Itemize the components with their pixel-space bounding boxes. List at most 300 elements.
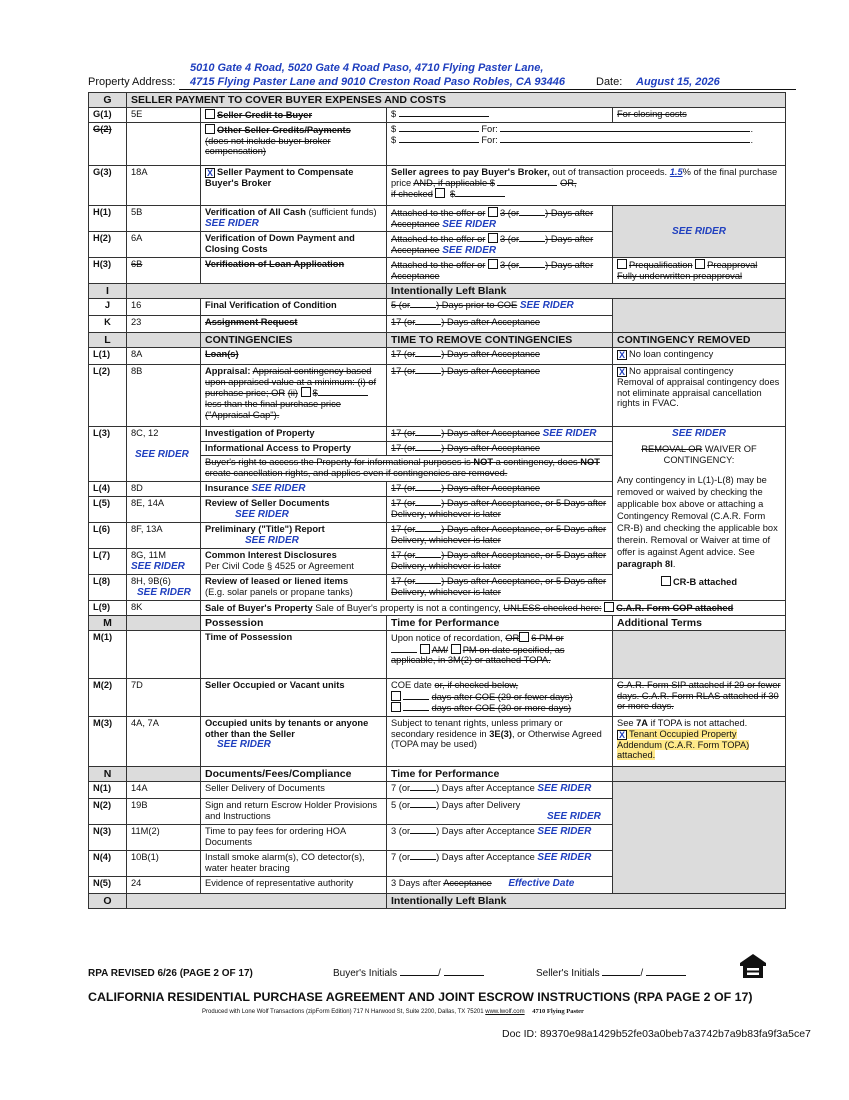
table-row [89, 298, 786, 315]
row-c4: ) Days after Acceptance, or 5 Days after Delivery, whichever is later [391, 549, 607, 571]
row-label: Assignment Request [201, 315, 387, 332]
days-field[interactable] [415, 324, 441, 325]
g3-text: Seller agrees to pay Buyer's Broker, [391, 167, 550, 178]
section-code: O [89, 894, 127, 909]
row-c4: 17 (or [391, 497, 416, 508]
row-para: 8G, 11M [131, 549, 166, 560]
dollar-sign: $ [391, 124, 397, 135]
address-underline [179, 89, 677, 90]
row-label: Investigation of Property [201, 426, 387, 441]
date-underline [624, 89, 796, 90]
access-note: NOT [580, 456, 600, 467]
row-sub: (does not include buyer broker compensation) [205, 135, 331, 157]
row-sub: (ii) [287, 388, 299, 399]
days-field[interactable] [415, 490, 441, 491]
see-rider: SEE RIDER [137, 586, 191, 598]
row-id: N(5) [89, 877, 127, 894]
buyer-initials: Buyer's Initials / [333, 968, 484, 979]
g3-text: out of transaction proceeds. [552, 167, 668, 178]
see-rider: SEE RIDER [542, 427, 597, 439]
checkbox-checked[interactable]: X [206, 168, 213, 179]
section-code: M [89, 615, 127, 630]
produced-text: Produced with Lone Wolf Transactions (zipForm Edition) 717 N Harwood St, Suite 2200, Dallas, TX 75201 [202, 1009, 484, 1015]
see-rider: SEE RIDER [245, 534, 299, 546]
row-sub: less than the final purchase price ("Appraisal Gap"). [205, 399, 341, 420]
section-title: Possession [201, 615, 387, 630]
days-field[interactable] [410, 859, 436, 860]
dollar-sign: $ [391, 134, 397, 145]
section-title: Time for Performance [387, 615, 613, 630]
row-para: 6B [127, 258, 201, 283]
row-label: Occupied units by tenants or anyone other than the Seller [205, 718, 369, 739]
row-c4: Attached to the offer or [391, 208, 486, 219]
table-row [89, 426, 786, 441]
days-field[interactable] [410, 833, 436, 834]
see-rider: SEE RIDER [251, 482, 306, 494]
initials-field[interactable] [444, 975, 484, 976]
row-id: L(3) [89, 426, 127, 481]
row-c5: Prequalification [629, 260, 693, 271]
row-c4: 3 (or [391, 826, 411, 837]
see-rider: SEE RIDER [131, 560, 185, 572]
seller-initials-label: Seller's Initials [536, 968, 600, 979]
table-row [89, 679, 786, 717]
table-row [89, 258, 786, 283]
checkbox[interactable] [420, 644, 430, 654]
days-field[interactable] [519, 241, 545, 242]
seller-initials: Seller's Initials / [536, 968, 686, 979]
days-field[interactable] [415, 356, 441, 357]
row-label: Final Verification of Condition [201, 298, 387, 315]
row-c5: Fully underwritten preapproval [617, 271, 743, 282]
row-para: 19B [127, 799, 201, 825]
days-field[interactable] [519, 267, 545, 268]
row-c4: Subject to tenant rights, unless primary or secondary residence in [391, 718, 563, 739]
section-n-header [89, 767, 786, 782]
dollar-sign: $ [391, 109, 397, 120]
row-c4: Attached to the offer or [391, 234, 486, 245]
row-c4: 17 (or [391, 482, 416, 493]
row-c4: 3 (or [500, 260, 520, 271]
checkbox-checked[interactable]: X [618, 349, 625, 360]
row-c5: Preapproval [707, 260, 758, 271]
days-field[interactable] [415, 435, 441, 436]
row-c5: For closing costs [613, 108, 786, 123]
row-text: Sale of Buyer's property is not a contingency, [315, 602, 501, 613]
row-id: G(3) [89, 166, 127, 206]
section-title: TIME TO REMOVE CONTINGENCIES [387, 332, 613, 347]
days-field[interactable] [415, 373, 441, 374]
row-c4: ) Days after Acceptance [441, 316, 540, 327]
row-c4: Upon notice of recordation, [391, 633, 503, 643]
crb-attached: CR-B attached [672, 577, 738, 588]
produced-line [202, 1008, 584, 1015]
checkbox[interactable] [205, 124, 215, 134]
checkbox[interactable] [391, 691, 401, 701]
row-id: L(7) [89, 548, 127, 574]
time-field[interactable] [391, 652, 417, 653]
row-id: H(2) [89, 232, 127, 258]
row-label: Common Interest Disclosures [205, 549, 337, 560]
see-rider: SEE RIDER [672, 427, 726, 439]
checkbox-checked[interactable]: X [618, 366, 625, 377]
checkbox[interactable] [435, 188, 445, 198]
row-sub: $ [312, 388, 318, 399]
days-field[interactable] [415, 583, 441, 584]
section-o-header [89, 894, 786, 909]
row-c4: 3 (or [500, 234, 520, 245]
row-id: L(1) [89, 347, 127, 364]
row-para: 8F, 13A [127, 522, 201, 548]
checkbox[interactable] [488, 207, 498, 217]
section-l-header [89, 332, 786, 347]
terms-table [88, 92, 786, 909]
see-rider: SEE RIDER [537, 826, 592, 838]
row-c4: 6 PM or [531, 633, 564, 643]
row-c4: 3 Days after [391, 878, 442, 889]
address-line-1: 5010 Gate 4 Road, 5020 Gate 4 Road Paso, 4710 Flying Paster Lane, [190, 62, 544, 74]
row-id: N(3) [89, 825, 127, 851]
row-para: 10B(1) [127, 851, 201, 877]
row-c4: days after COE (29 or fewer days) [431, 691, 573, 702]
row-c4: ) Days after Acceptance, or 5 Days after Delivery, whichever is later [391, 497, 607, 519]
section-g-header [89, 93, 786, 108]
row-label: Time to pay fees for ordering HOA Documents [201, 825, 387, 851]
section-title: Intentionally Left Blank [387, 894, 786, 909]
for-field[interactable] [500, 131, 750, 132]
section-title: CONTINGENCY REMOVED [613, 332, 786, 347]
row-sub: Appraisal contingency based upon appraised value at a minimum: (i) of purchase price; OR [205, 365, 377, 399]
table-row [89, 166, 786, 206]
row-label: Review of Seller Documents [205, 497, 330, 508]
amount-field[interactable] [399, 142, 479, 143]
row-label: Install smoke alarm(s), CO detector(s), water heater bracing [201, 851, 387, 877]
row-id: G(2) [89, 123, 127, 166]
days-field[interactable] [410, 807, 436, 808]
row-c4: ) Days after Acceptance [436, 852, 535, 863]
days-field[interactable] [415, 450, 441, 451]
row-para: 8E, 14A [127, 496, 201, 522]
row-sub: Per Civil Code § 4525 or Agreement [205, 560, 354, 571]
row-label: Seller Credit to Buyer [217, 110, 313, 121]
row-label: Time of Possession [201, 631, 387, 679]
row-label: Insurance [205, 482, 249, 493]
section-m-header [89, 615, 786, 630]
row-label: Sale of Buyer's Property [205, 602, 313, 613]
row-label: Verification of Loan Application [201, 258, 387, 283]
checkbox[interactable] [205, 109, 215, 119]
row-c4: ) Days after Acceptance [391, 260, 594, 282]
table-row [89, 717, 786, 767]
row-label: Seller Payment to Compensate Buyer's Broker [205, 167, 354, 189]
row-id: L(4) [89, 481, 127, 496]
days-field[interactable] [519, 215, 545, 216]
row-c5: No loan contingency [629, 348, 714, 359]
section-code: L [89, 332, 127, 347]
section-title: Intentionally Left Blank [387, 283, 786, 298]
row-c4: Acceptance [443, 878, 492, 889]
table-row [89, 108, 786, 123]
row-para: 24 [127, 877, 201, 894]
table-row [89, 347, 786, 364]
see-rider: SEE RIDER [519, 299, 574, 311]
row-c4: ) Days after Acceptance, or 5 Days after Delivery, whichever is later [391, 523, 607, 545]
row-c5: if TOPA is not attached. [650, 718, 748, 728]
row-label: Appraisal: [205, 365, 251, 376]
initials-field[interactable] [400, 975, 438, 976]
row-text: C.A.R. Form COP attached [616, 602, 734, 613]
row-c4: 17 (or [391, 575, 416, 586]
row-id: G(1) [89, 108, 127, 123]
row-para: 8H, 9B(6) [131, 575, 171, 586]
section-code: N [89, 767, 127, 782]
access-note: create cancellation rights, and applies even if contingencies are removed. [205, 467, 508, 478]
row-id: L(9) [89, 600, 127, 615]
see-rider: SEE RIDER [135, 449, 189, 461]
row-c4: 3E(3) [489, 728, 512, 739]
date-value: August 15, 2026 [636, 76, 720, 88]
checkbox[interactable] [301, 387, 311, 397]
row-id: L(6) [89, 522, 127, 548]
row-para: 8C, 12 [131, 427, 159, 438]
row-c4: 17 (or [391, 316, 416, 327]
row-c4: 17 (or [391, 348, 416, 359]
row-label: Seller Occupied or Vacant units [201, 679, 387, 717]
row-c4: 17 (or [391, 523, 416, 534]
row-c4: 17 (or [391, 427, 416, 438]
row-c4: 17 (or [391, 442, 416, 453]
amount-field[interactable] [399, 116, 489, 117]
row-c4: ) Days after Acceptance [436, 783, 535, 794]
row-label: Review of leased or liened items [205, 575, 349, 586]
date-label: Date: [596, 76, 623, 88]
for-label: For: [481, 124, 498, 135]
section-title: CONTINGENCIES [201, 332, 387, 347]
row-para: 8A [127, 347, 201, 364]
row-label: Preliminary ("Title") Report [205, 523, 325, 534]
row-para: 8K [127, 600, 201, 615]
row-c4: OR [505, 633, 520, 643]
days-field[interactable] [415, 557, 441, 558]
row-para: 18A [127, 166, 201, 206]
row-id: L(5) [89, 496, 127, 522]
section-title: SELLER PAYMENT TO COVER BUYER EXPENSES AND COSTS [127, 93, 786, 108]
initials-field[interactable] [646, 975, 686, 976]
row-id: N(2) [89, 799, 127, 825]
row-c4: days after COE (30 or more days) [431, 703, 572, 714]
row-c4: ) Days after Acceptance [441, 427, 540, 438]
form-title: CALIFORNIA RESIDENTIAL PURCHASE AGREEMENT AND JOINT ESCROW INSTRUCTIONS (RPA PAGE 2 OF 17) [88, 990, 753, 1004]
row-id: K [89, 315, 127, 332]
initials-field[interactable] [602, 975, 640, 976]
row-c4: ) Days after Acceptance [391, 234, 594, 255]
checkbox[interactable] [391, 702, 401, 712]
row-c5: Removal of appraisal contingency does not eliminate appraisal cancellation rights in FVAC. [617, 376, 780, 409]
checkbox[interactable] [617, 259, 627, 269]
row-c4: 7 (or [391, 852, 411, 863]
see-rider: SEE RIDER [547, 810, 601, 822]
row-label: Seller Delivery of Documents [201, 782, 387, 799]
checkbox[interactable] [695, 259, 705, 269]
row-c4: ) Days after Acceptance [391, 208, 594, 229]
row-para: 5B [127, 206, 201, 232]
row-para: 6A [127, 232, 201, 258]
see-rider: SEE RIDER [537, 783, 592, 795]
days-field[interactable] [410, 307, 436, 308]
row-sub: (sufficient funds) [308, 207, 377, 218]
access-note: a contingency, does [495, 456, 578, 467]
row-label: Loan(s) [201, 347, 387, 364]
row-c4: ) Days after Acceptance [441, 442, 540, 453]
row-id: N(4) [89, 851, 127, 877]
waiver-label: WAIVER OF CONTINGENCY: [663, 444, 757, 466]
table-row: G(2) Other Seller Credits/Payments (does not include buyer broker compensation) $ For: . $ For: . [89, 123, 786, 166]
contingency-note: . [672, 559, 676, 570]
buyer-initials-label: Buyer's Initials [333, 968, 398, 979]
amount-field[interactable] [497, 185, 557, 186]
row-c4: ) Days after Acceptance [441, 482, 540, 493]
equal-housing-icon [738, 952, 768, 982]
row-c4: 17 (or [391, 365, 416, 376]
row-id: J [89, 298, 127, 315]
row-c5: 7A [636, 718, 649, 728]
row-para: 23 [127, 315, 201, 332]
effective-date: Effective Date [508, 878, 575, 890]
see-rider: SEE RIDER [235, 508, 289, 520]
row-c4: Attached to the offer or [391, 260, 486, 271]
row-label: Evidence of representative authority [201, 877, 387, 894]
row-c4: 5 (or [391, 800, 411, 811]
row-para: 7D [127, 679, 201, 717]
section-code: G [89, 93, 127, 108]
checkbox[interactable] [519, 632, 529, 642]
g3-text: % of the final purchase price [391, 167, 778, 188]
see-rider: SEE RIDER [217, 739, 271, 751]
days-field[interactable] [415, 505, 441, 506]
row-c4: ) Days after Delivery [436, 800, 521, 811]
amount-field[interactable] [455, 196, 505, 197]
row-para: 11M(2) [127, 825, 201, 851]
section-code: I [89, 283, 127, 298]
row-id: M(1) [89, 631, 127, 679]
row-c4: 17 (or [391, 549, 416, 560]
broker-pct: 1.5 [669, 167, 683, 178]
see-rider: SEE RIDER [537, 852, 592, 864]
checkbox[interactable] [488, 233, 498, 243]
contingency-note: paragraph 8I [617, 559, 673, 570]
row-c4: 5 (or [391, 299, 411, 310]
form-id: RPA REVISED 6/26 (PAGE 2 OF 17) [88, 968, 253, 979]
g3-text: AND, if applicable $ [413, 177, 495, 188]
row-id: N(1) [89, 782, 127, 799]
row-label: Other Seller Credits/Payments [217, 125, 351, 136]
g3-text: OR, [560, 177, 577, 188]
row-c4: PM on date specified, as applicable, in 3M(2) or attached TOPA. [391, 644, 565, 666]
address-label: Property Address: [88, 76, 176, 88]
row-c5: C.A.R. Form SIP attached if 29 or fewer days. C.A.R. Form RLAS attached if 30 or more days. [613, 679, 786, 717]
g3-text: $ [450, 189, 456, 200]
site-link[interactable]: www.lwolf.com [485, 1009, 525, 1015]
checkbox[interactable] [488, 259, 498, 269]
days-field[interactable] [403, 699, 429, 700]
row-para: 8D [127, 481, 201, 496]
days-field[interactable] [410, 790, 436, 791]
row-c4: COE date [391, 680, 432, 690]
row-c4: ) Days after Acceptance [436, 826, 535, 837]
table-row [89, 206, 786, 232]
row-sub: (E.g. solar panels or propane tanks) [205, 586, 353, 597]
checkbox[interactable] [451, 644, 461, 654]
table-row [89, 631, 786, 679]
row-para: 4A, 7A [127, 717, 201, 767]
row-id: L(8) [89, 574, 127, 600]
row-para: 5E [127, 108, 201, 123]
checkbox[interactable] [604, 602, 614, 612]
section-title: Time for Performance [387, 767, 613, 782]
section-title: Documents/Fees/Compliance [201, 767, 387, 782]
access-note: NOT [473, 456, 494, 467]
table-row [89, 600, 786, 615]
row-id: M(3) [89, 717, 127, 767]
row-id: L(2) [89, 364, 127, 426]
row-id: M(2) [89, 679, 127, 717]
see-rider: SEE RIDER [672, 226, 726, 237]
section-i-header [89, 283, 786, 298]
for-label: For: [481, 134, 498, 145]
row-c4: , or Otherwise Agreed (TOPA may be used) [391, 728, 602, 750]
row-id: H(3) [89, 258, 127, 283]
row-c4: ) Days after Acceptance [441, 348, 540, 359]
row-label: Verification of All Cash [205, 207, 306, 218]
row-c4: ) Days after Acceptance [441, 365, 540, 376]
g3-text: if checked [391, 189, 433, 200]
see-rider: SEE RIDER [442, 218, 497, 230]
row-c4: or, if checked below, [434, 680, 519, 690]
topa-attached: Tenant Occupied Property Addendum (C.A.R. Form TOPA) attached. [617, 728, 750, 761]
see-rider: SEE RIDER [442, 244, 497, 256]
row-para: 14A [127, 782, 201, 799]
for-field[interactable] [500, 142, 750, 143]
days-field[interactable] [415, 531, 441, 532]
row-para: 8B [127, 364, 201, 426]
contingency-note: Any contingency in L(1)-L(8) may be removed or waived by checking the applicable box above or attaching a Contingency Removal (C.A.R. Form CR-B) and checking the applicable box therein. Removal or Waiver at time of offer is against Agent advice. See [617, 474, 778, 558]
row-c5: See [617, 718, 634, 728]
row-para: 16 [127, 298, 201, 315]
see-rider: SEE RIDER [205, 217, 259, 229]
row-c4: ) Days prior to COE [436, 299, 518, 310]
row-label: Sign and return Escrow Holder Provisions and Instructions [201, 799, 387, 825]
removal-label: REMOVAL OR [641, 444, 703, 455]
amount-field[interactable] [318, 395, 368, 396]
row-c4: 7 (or [391, 783, 411, 794]
checkbox[interactable] [661, 576, 671, 586]
row-label: Verification of Down Payment and Closing Costs [201, 232, 387, 258]
amount-field[interactable] [399, 131, 479, 132]
address-line-2: 4715 Flying Paster Lane and 9010 Creston Road Paso Robles, CA 93446 [190, 76, 565, 88]
row-c5: No appraisal contingency [629, 365, 734, 376]
access-note: Buyer's right to access the Property for informational purposes is [205, 456, 471, 467]
doc-id-label: Doc ID: [502, 1028, 538, 1040]
checkbox-checked[interactable]: X [618, 729, 625, 740]
row-text: UNLESS checked here: [503, 602, 602, 613]
doc-id [502, 1028, 811, 1040]
file-name: 4710 Flying Paster [532, 1008, 584, 1015]
section-title: Additional Terms [613, 615, 786, 630]
table-row [89, 364, 786, 426]
row-c4: ) Days after Acceptance, or 5 Days after Delivery, whichever is later [391, 575, 607, 597]
days-field[interactable] [403, 710, 429, 711]
doc-id-value: 89370e98a1429b52fe03a0beb7a3742b7a9b83fa9f3a5ce7 [539, 1028, 811, 1040]
